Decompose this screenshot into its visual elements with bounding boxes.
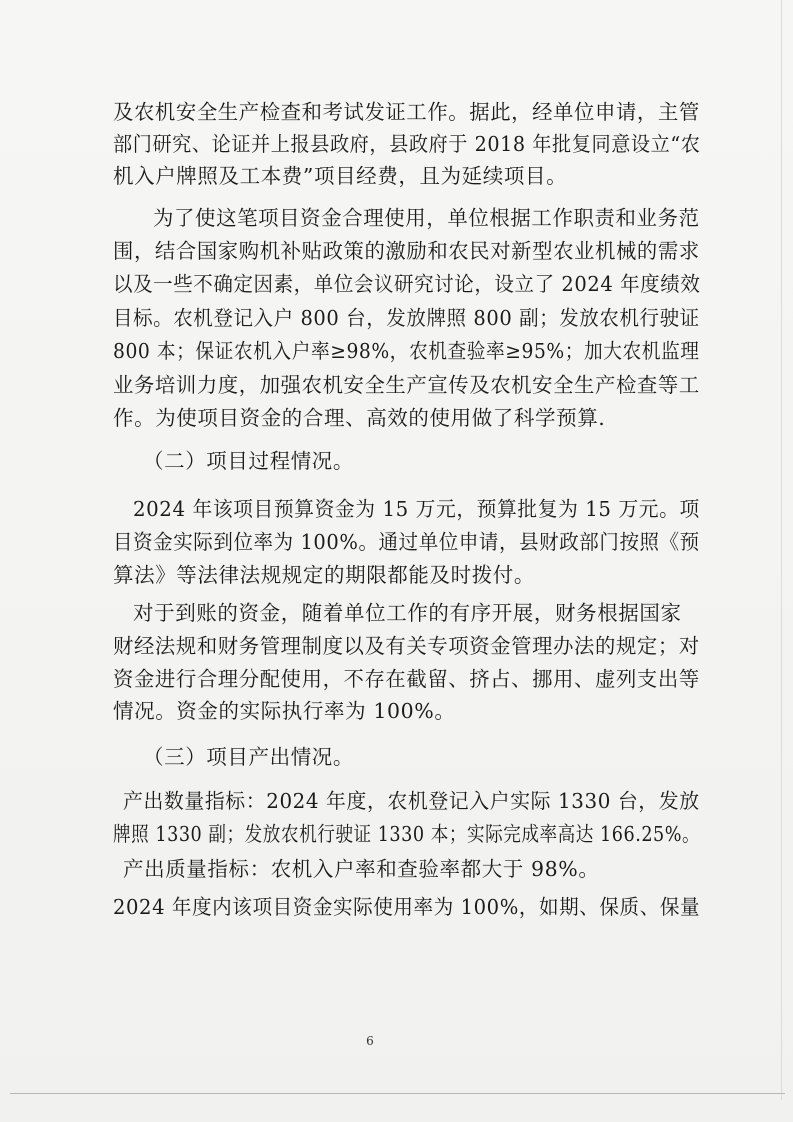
- section-heading-2: （二）项目过程情况。: [143, 449, 354, 473]
- text-line-17: 资金进行合理分配使用，不存在截留、挤占、挪用、虚列支出等: [113, 667, 700, 691]
- text-line-4: 为了使这笔项目资金合理使用，单位根据工作职责和业务范: [153, 206, 700, 230]
- text-line-2: 部门研究、论证并上报县政府，县政府于 2018 年批复同意设立“农: [113, 132, 701, 156]
- text-line-18: 情况。资金的实际执行率为 100%。: [113, 699, 456, 723]
- page-number: 6: [366, 1034, 374, 1048]
- text-line-16: 财经法规和财务管理制度以及有关专项资金管理办法的规定；对: [113, 634, 700, 658]
- text-line-21: 牌照 1330 副；发放农机行驶证 1330 本；实际完成率高达 166.25%。: [113, 822, 701, 846]
- section-heading-3: （三）项目产出情况。: [143, 745, 354, 769]
- text-line-10: 作。为使项目资金的合理、高效的使用做了科学预算.: [113, 406, 606, 430]
- text-line-7: 目标。农机登记入户 800 台，发放牌照 800 副；发放农机行驶证: [113, 306, 700, 330]
- text-line-14: 算法》等法律法规规定的期限都能及时拨付。: [113, 563, 535, 587]
- text-line-6: 以及一些不确定因素，单位会议研究讨论，设立了 2024 年度绩效: [113, 272, 701, 296]
- text-line-15: 对于到账的资金，随着单位工作的有序开展，财务根据国家: [133, 601, 682, 625]
- text-line-3: 机入户牌照及工本费”项目经费，且为延续项目。: [113, 164, 568, 188]
- text-line-13: 目资金实际到位率为 100%。通过单位申请，县财政部门按照《预: [113, 530, 700, 554]
- scan-bottom-edge: [10, 1093, 785, 1094]
- text-line-1: 及农机安全生产检查和考试发证工作。据此，经单位申请，主管: [113, 100, 700, 124]
- text-line-23: 2024 年度内该项目资金实际使用率为 100%，如期、保质、保量: [113, 895, 701, 919]
- text-line-9: 业务培训力度，加强农机安全生产宣传及农机安全生产检查等工: [113, 373, 700, 397]
- scan-right-edge: [781, 0, 782, 1100]
- text-line-5: 围，结合国家购机补贴政策的激励和农民对新型农业机械的需求: [113, 239, 700, 263]
- text-line-8: 800 本；保证农机入户率≥98%，农机查验率≥95%；加大农机监理: [113, 339, 700, 363]
- text-line-20: 产出数量指标：2024 年度，农机登记入户实际 1330 台，发放: [123, 789, 700, 813]
- text-line-12: 2024 年该项目预算资金为 15 万元，预算批复为 15 万元。项: [133, 497, 700, 521]
- text-line-22: 产出质量指标：农机入户率和查验率都大于 98%。: [123, 857, 600, 881]
